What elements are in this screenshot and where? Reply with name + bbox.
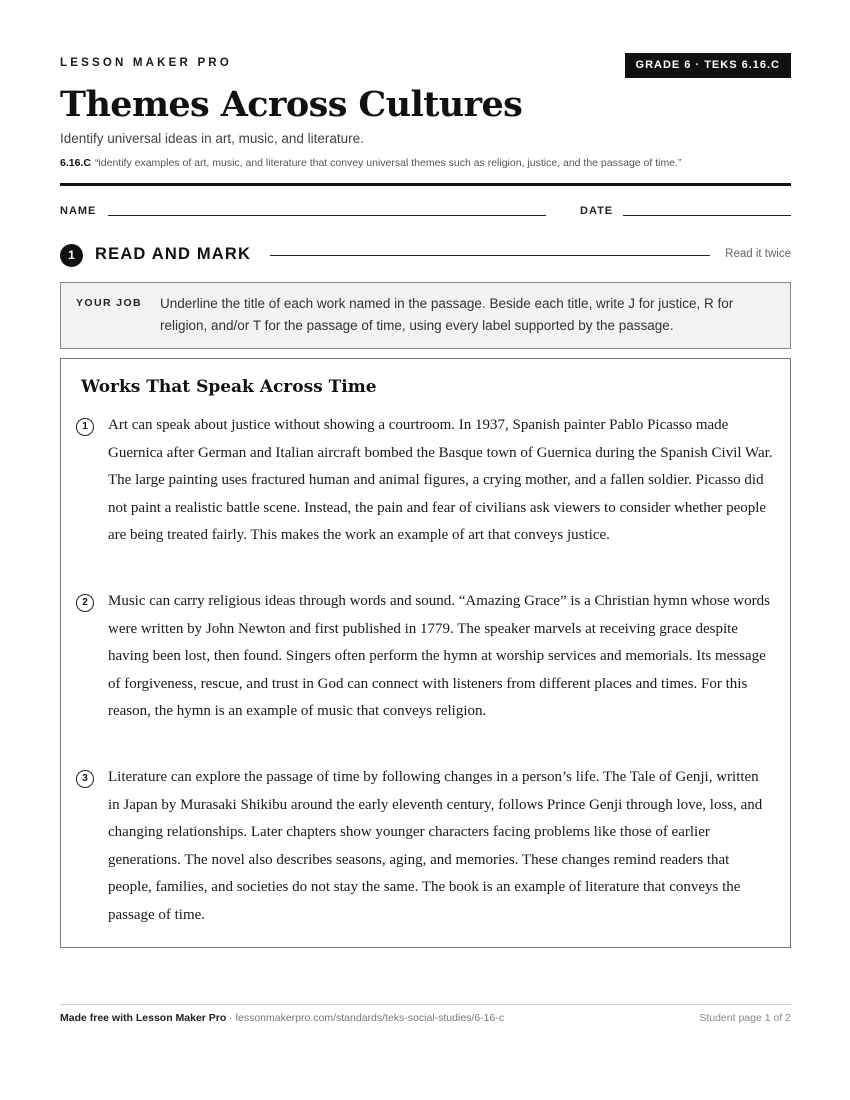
- page-title: Themes Across Cultures: [60, 84, 523, 125]
- instructions-box: [60, 282, 791, 349]
- name-field[interactable]: [108, 215, 546, 216]
- date-label: DATE: [580, 205, 614, 217]
- grade-badge: GRADE 6 · TEKS 6.16.C: [625, 53, 791, 78]
- name-label: NAME: [60, 205, 97, 217]
- footer-credit: [60, 1012, 504, 1024]
- date-field[interactable]: [623, 215, 791, 216]
- paragraph-number: 3: [76, 770, 94, 788]
- footer-made-with: Made free with Lesson Maker Pro: [60, 1012, 227, 1024]
- standard-text: “identify examples of art, music, and literature that convey universal themes such as religion, justice, and the passage of time.”: [94, 157, 682, 169]
- header-divider: [60, 183, 791, 186]
- brand-name: LESSON MAKER PRO: [60, 57, 232, 69]
- footer-divider: [60, 1004, 791, 1005]
- paragraph-number: 1: [76, 418, 94, 436]
- section-number-badge: 1: [60, 244, 83, 267]
- footer-page-number: Student page 1 of 2: [699, 1012, 791, 1024]
- standard-code: 6.16.C: [60, 157, 91, 169]
- page-subtitle: Identify universal ideas in art, music, and literature.: [60, 131, 364, 146]
- instructions-label: YOUR JOB: [76, 297, 143, 309]
- passage-title: Works That Speak Across Time: [81, 377, 377, 397]
- passage-box: [60, 358, 791, 948]
- paragraph-text[interactable]: Literature can explore the passage of time by following changes in a person’s life. The Tale of Genji, written in Japan by Murasaki Shikibu around the early eleventh century, follows Prince Genji through love, loss, and changing relationships. Later chapters show younger characters facing problems like those of earlier generations. The novel also describes seasons, aging, and memories. These changes remind readers that people, families, and societies do not stay the same. The book is an example of literature that conveys the passage of time.: [108, 769, 763, 923]
- footer-url[interactable]: · lessonmakerpro.com/standards/teks-social-studies/6-16-c: [226, 1012, 505, 1024]
- paragraph-number: 2: [76, 594, 94, 612]
- section-title: READ AND MARK: [95, 245, 252, 263]
- instructions-text: Underline the title of each work named in the passage. Beside each title, write J for justice, R for religion, and/or T for the passage of time, using every label supported by the passage.: [160, 296, 734, 333]
- worksheet-page: [60, 0, 791, 1100]
- section-divider: [270, 255, 710, 256]
- paragraph-text[interactable]: Art can speak about justice without showing a courtroom. In 1937, Spanish painter Pablo Picasso made Guernica after German and Italian aircraft bombed the Basque town of Guernica during the Spanish Civil War. The large painting uses fractured human and animal figures, a crying mother, and a fallen soldier. Picasso did not paint a realistic battle scene. Instead, the pain and fear of civilians ask viewers to consider whether people are being treated fairly. This makes the work an example of art that conveys justice.: [108, 417, 773, 543]
- standard-statement: [60, 157, 681, 169]
- section-note: Read it twice: [725, 248, 791, 260]
- paragraph-text[interactable]: Music can carry religious ideas through words and sound. “Amazing Grace” is a Christian hymn whose words were written by John Newton and first published in 1779. The speaker marvels at receiving grace despite having been lost, then found. Singers often perform the hymn at worship services and memorials. Its message of forgiveness, rescue, and trust in God can connect with listeners from different places and times. For this reason, the hymn is an example of music that conveys religion.: [108, 593, 770, 719]
